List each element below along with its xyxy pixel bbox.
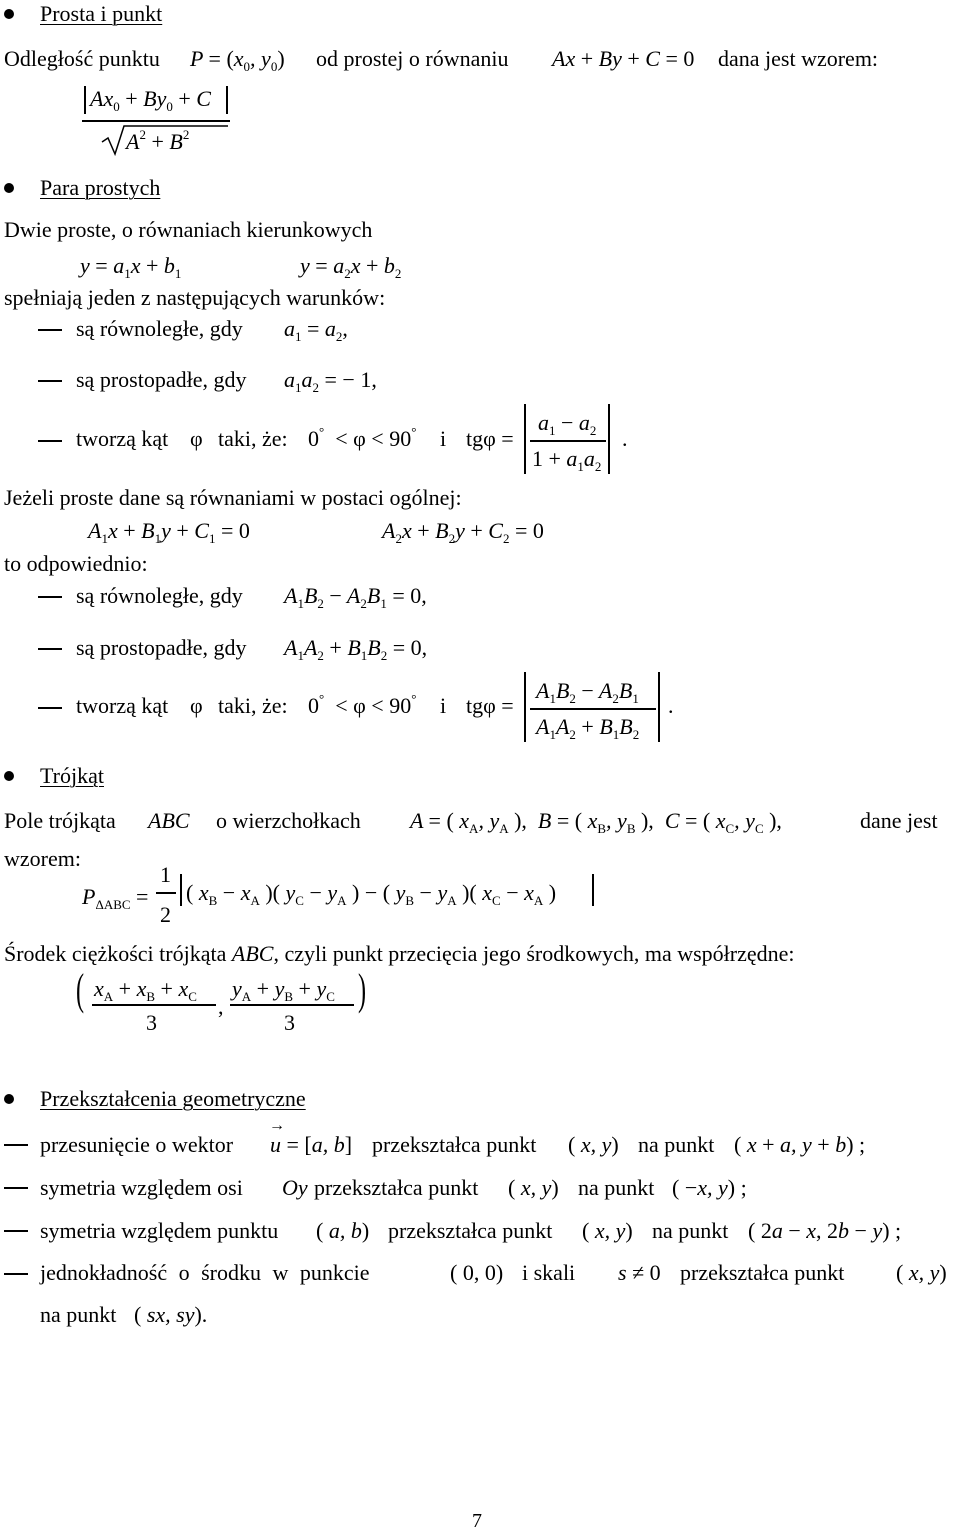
sym-axis-text: symetria względem osi	[40, 1175, 243, 1200]
period: .	[622, 426, 628, 451]
dash-icon	[38, 329, 62, 331]
formula-parallel-slope: $a_1 = a_2$,	[284, 316, 348, 344]
formula-angle-range: 0° < φ < 90°	[308, 424, 417, 451]
abs-bar-left	[180, 874, 182, 906]
section-heading-triangle: Trójkąt	[40, 763, 104, 788]
dash-icon	[38, 648, 62, 650]
formula-line1-general: $A_1x + B_1y + C_1 = 0$	[88, 518, 250, 546]
distance-intro: Odległość punktu	[4, 46, 160, 71]
two-lines-text: Dwie proste, o równaniach kierunkowych	[4, 217, 373, 242]
distance-mid: od prostej o równaniu	[316, 46, 509, 71]
bullet-icon	[4, 183, 14, 193]
formula-point-xy: ( x, y)	[508, 1175, 559, 1200]
distance-end: dana jest wzorem:	[718, 46, 879, 71]
formula-center-ab: ( a, b)	[316, 1218, 370, 1243]
perpendicular-text-general: są prostopadłe, gdy	[76, 635, 247, 660]
dash-icon	[4, 1230, 28, 1232]
fraction-line	[530, 708, 656, 710]
formula-scale: s ≠ 0	[618, 1260, 661, 1285]
formula-vector: u → = [a, b]	[269, 1117, 353, 1157]
perpendicular-text: są prostopadłe, gdy	[76, 367, 247, 392]
area-vertices: o wierzchołkach	[216, 808, 361, 833]
area-intro: Pole trójkąta	[4, 808, 116, 833]
section-heading-transforms: Przekształcenia geometryczne	[40, 1086, 306, 1111]
translation-text: przesunięcie o wektor	[40, 1132, 234, 1157]
formula-reflected-point: ( −x, y) ;	[672, 1175, 747, 1200]
abs-bar-right	[658, 672, 660, 742]
formula-point-xy: ( x, y)	[568, 1132, 619, 1157]
respectively-text: to odpowiednio:	[4, 551, 148, 576]
area-given: dane jest	[860, 808, 938, 833]
angle-such-text-general: taki, że:	[218, 693, 288, 718]
section-heading-point-line: Prosta i punkt	[40, 1, 163, 26]
section-heading-lines: Para prostych	[40, 175, 161, 200]
paren-left: (	[76, 965, 85, 1014]
centroid-y-denominator: 3	[284, 1010, 295, 1035]
formula-tg-numerator: $a_1 - a_2$	[538, 410, 597, 438]
page-number: 7	[472, 1510, 482, 1532]
centroid-y-numerator: $y_A + y_B + y_C$	[232, 976, 335, 1004]
formula-parallel-general: $A_1B_2 - A_2B_1 = 0$,	[284, 583, 427, 611]
abs-bar-left	[84, 86, 86, 114]
angle-text: tworzą kąt	[76, 426, 169, 451]
centroid-text: Środek ciężkości trójkąta ABC, czyli punkt przecięcia jego środkowych, ma współrzędne:	[4, 941, 795, 966]
formula-line2-slope: $y = a_2x + b_2$	[300, 253, 402, 281]
formula-line2-general: $A_2x + B_2y + C_2 = 0$	[382, 518, 544, 546]
formula-vertices: A = ( $x_A$, $y_A$ ), B = ( $x_B$, $y_B$ ), C = ( $x_C$, $y_C$ ),	[410, 808, 782, 836]
centroid-x-numerator: $x_A + x_B + x_C$	[94, 976, 197, 1004]
homothety-end: na punkt	[40, 1302, 117, 1327]
formula-distance-denominator: $A^2 + B^2$	[126, 127, 190, 154]
general-form-text: Jeżeli proste dane są równaniami w postaci ogólnej:	[4, 485, 462, 510]
formula-tg-general-numerator: $A_1B_2 - A_2B_1$	[536, 678, 639, 706]
conditions-text: spełniają jeden z następujących warunków:	[4, 285, 386, 310]
translation-transforms: przekształca punkt	[372, 1132, 537, 1157]
sym-axis-transforms: przekształca punkt	[314, 1175, 479, 1200]
angle-text-general: tworzą kąt	[76, 693, 169, 718]
translation-to: na punkt	[638, 1132, 715, 1157]
area-formula-label: wzorem:	[4, 846, 81, 871]
abs-bar-right	[592, 874, 594, 906]
period: .	[668, 693, 674, 718]
bullet-icon	[4, 9, 14, 19]
formula-line1-slope: $y = a_1x + b_1$	[80, 253, 182, 281]
formula-perpendicular-slope: $a_1a_2$ = − 1,	[284, 367, 377, 395]
formula-tg-general: tgφ =	[466, 693, 514, 718]
formula-distance-numerator: $Ax_0 + By_0 + C$	[90, 86, 211, 114]
dash-icon	[4, 1273, 28, 1275]
fraction-two: 2	[160, 902, 171, 927]
formula-angle-range-general: 0° < φ < 90°	[308, 691, 417, 718]
formula-area-lhs: $P_{\Delta ABC}$ =	[82, 884, 149, 912]
dash-icon	[38, 596, 62, 598]
formula-translated-point: ( x + a, y + b) ;	[734, 1132, 866, 1157]
dash-icon	[4, 1144, 28, 1146]
abs-bar-left	[524, 404, 526, 474]
formula-area-rhs: ( $x_B - x_A$ )( $y_C - y_A$ ) − ( $y_B - y_A$ )( $x_C - x_A$ )	[186, 880, 557, 908]
fraction-line	[92, 1004, 216, 1006]
axis-oy: Oy	[282, 1175, 308, 1200]
formula-tg-general-denominator: $A_1A_2 + B_1B_2$	[536, 714, 640, 742]
sym-axis-to: na punkt	[578, 1175, 655, 1200]
formula-perpendicular-general: $A_1A_2 + B_1B_2 = 0$,	[284, 635, 428, 663]
formula-tg-denominator: $1 + a_1a_2$	[532, 446, 602, 474]
phi-symbol: φ	[190, 426, 203, 451]
and-text: i	[440, 426, 447, 451]
homothety-text: jednokładność o środku w punkcie	[40, 1260, 370, 1285]
formula-point-xy: ( x, y)	[582, 1218, 633, 1243]
and-text-general: i	[440, 693, 447, 718]
triangle-name: ABC	[148, 808, 190, 833]
parallel-text: są równoległe, gdy	[76, 316, 243, 341]
scale-text: i skali	[522, 1260, 576, 1285]
centroid-comma: ,	[218, 994, 224, 1019]
sym-point-text: symetria względem punktu	[40, 1218, 279, 1243]
fraction-line	[530, 440, 606, 442]
formula-point-xy: ( x, y)	[896, 1260, 947, 1285]
formula-tg: tgφ =	[466, 426, 514, 451]
centroid-x-denominator: 3	[146, 1010, 157, 1035]
bullet-icon	[4, 771, 14, 781]
dash-icon	[38, 707, 62, 709]
fraction-one: 1	[160, 862, 171, 887]
paren-right: )	[358, 965, 367, 1014]
formula-scaled-point: ( sx, sy).	[134, 1302, 208, 1327]
phi-symbol: φ	[190, 693, 203, 718]
formula-point-image: ( 2a − x, 2b − y) ;	[748, 1218, 902, 1243]
formula-point-p: $P = (x_0$, $y_0$)	[190, 46, 285, 74]
abs-bar-left	[524, 672, 526, 742]
formula-origin: ( 0, 0)	[450, 1260, 504, 1285]
sym-point-transforms: przekształca punkt	[388, 1218, 553, 1243]
parallel-text-general: są równoległe, gdy	[76, 583, 243, 608]
formula-line-general: Ax + By + C = 0	[552, 46, 695, 71]
homothety-transforms: przekształca punkt	[680, 1260, 845, 1285]
abs-bar-right	[226, 86, 228, 114]
fraction-line	[156, 892, 176, 894]
abs-bar-right	[608, 404, 610, 474]
fraction-line	[230, 1004, 354, 1006]
angle-such-text: taki, że:	[218, 426, 288, 451]
dash-icon	[38, 380, 62, 382]
dash-icon	[38, 440, 62, 442]
dash-icon	[4, 1187, 28, 1189]
sym-point-to: na punkt	[652, 1218, 729, 1243]
bullet-icon	[4, 1094, 14, 1104]
fraction-line	[82, 120, 230, 122]
